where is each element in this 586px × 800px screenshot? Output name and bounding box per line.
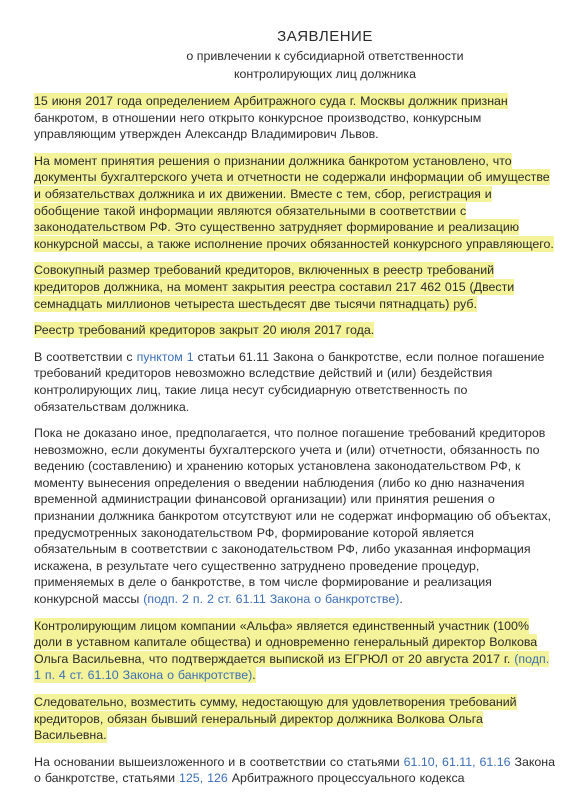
paragraph-3 xyxy=(34,262,556,312)
subtitle-line-2: контролирующих лиц должника xyxy=(233,67,417,81)
law-reference-link[interactable]: пунктом 1 xyxy=(136,349,194,364)
paragraph-text: На основании вышеизложенного и в соответствии со статьями xyxy=(34,754,404,769)
highlighted-text: Реестр требований кредиторов закрыт 20 июля 2017 года. xyxy=(34,323,375,338)
paragraph-4 xyxy=(34,322,556,339)
highlighted-text: Следовательно, возместить сумму, недостающую для удовлетворения требований кредиторов, обязан бывший генеральный директор должника Волкова Ольга Васильевна. xyxy=(34,695,517,743)
highlighted-text: Совокупный размер требований кредиторов, включенных в реестр требований кредиторов должника, на момент закрытия реестра составил 217 462 015 (Двести семнадцать миллионов четыреста шестьдесят две тысячи пятнадцать) руб. xyxy=(34,263,515,311)
paragraph-7 xyxy=(34,618,556,684)
paragraph-9 xyxy=(34,754,556,787)
paragraph-text: Закона о банкротстве, статьями xyxy=(34,754,556,786)
subtitle-line-1: о привлечении к субсидиарной ответственности xyxy=(186,49,464,63)
paragraph-6 xyxy=(34,425,556,608)
highlighted-text: Контролирующим лицом компании «Альфа» является единственный участник (100% доли в уставном капитале общества) и одновременно генеральный директор Волкова Ольга Васильевна, что подтверждается выпиской из ЕГРЮЛ от 20 августа 2017 г. xyxy=(34,618,538,666)
law-reference-link[interactable]: 125, 126 xyxy=(179,771,228,786)
highlighted-text: На момент принятия решения о признании должника банкротом установлено, что документы бухгалтерского учета и отчетности не содержали информации об имуществе и обязательствах должника и их движении. Вместе с тем, сбор, регистрация и обобщение такой информации являются обязательными в соответствии с законодательством РФ. Это существенно затрудняет формирование и реализацию конкурсной массы, а также исполнение прочих обязанностей конкурсного управляющего. xyxy=(34,153,554,251)
paragraph-text: Арбитражного процессуального кодекса xyxy=(227,771,465,786)
document-subtitle xyxy=(34,47,556,83)
law-reference-link[interactable]: (подп. 2 п. 2 ст. 61.11 Закона о банкротстве) xyxy=(143,592,400,607)
paragraph-text: Пока не доказано иное, предполагается, что полное погашение требований кредиторов невозможно, если документы бухгалтерского учета и (или) отчетности, обязанность по ведению (составлению) и хранению которых установлена законодательством РФ, к моменту вынесения определения о введении наблюдения (либо ко дню назначения временной администрации финансовой организации) или принятия решения о признании должника банкротом отсутствуют или не содержат информацию об объектах, предусмотренных законодательством РФ, формирование которой является обязательным в соответствии с законодательством РФ, либо указанная информация искажена, в результате чего существенно затруднено проведение процедур, применяемых в деле о банкротстве, в том числе формирование и реализация конкурсной массы xyxy=(34,426,552,607)
paragraph-text: В соответствии с xyxy=(34,349,137,364)
paragraph-text: банкротом, в отношении него открыто конкурсное производство, конкурсным управляющим утвержден Александр Владимирович Львов. xyxy=(34,110,482,142)
paragraph-text: . xyxy=(399,592,403,607)
law-reference-link[interactable]: (подп. 1 п. 4 ст. 61.10 Закона о банкротстве) xyxy=(34,651,550,683)
document-title: ЗАЯВЛЕНИЕ xyxy=(277,28,373,45)
paragraph-2 xyxy=(34,153,556,253)
law-reference-link[interactable]: 61.10, 61.11, 61.16 xyxy=(403,754,511,769)
paragraph-text: статьи 61.11 Закона о банкротстве, если полное погашение требований кредиторов невозможно вследствие действий и (или) бездействия контролирующих лиц, такие лица несут субсидиарную ответственность по обязательствам должника. xyxy=(34,349,545,414)
paragraph-5 xyxy=(34,349,556,415)
highlighted-text: 15 июня 2017 года определением Арбитражного суда г. Москвы должник признан xyxy=(34,94,508,108)
highlighted-text: . xyxy=(252,668,256,683)
paragraph-1 xyxy=(34,93,556,143)
paragraph-8 xyxy=(34,694,556,744)
